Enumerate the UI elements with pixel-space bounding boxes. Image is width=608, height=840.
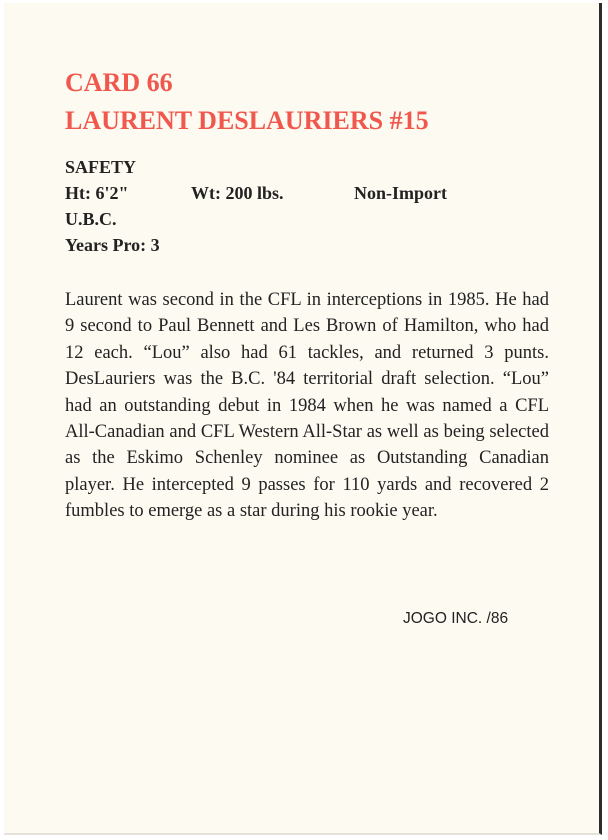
card-number: CARD 66 <box>65 68 173 97</box>
player-position: SAFETY <box>65 157 137 177</box>
player-years-pro: Years Pro: 3 <box>65 235 160 255</box>
player-import-status: Non-Import <box>354 183 447 203</box>
player-biography: Laurent was second in the CFL in interceptions in 1985. He had 9 second to Paul Bennett and Les Brown of Hamilton, who had 12 each. “Lou” also had 61 tackles, and returned 3 punts. DesLauriers was the B.C. '84 territorial draft selection. “Lou” had an outstanding debut in 1984 when he was named a CFL All-Canadian and CFL Western All-Star as well as being selected as the Eskimo Schenley nominee as Outstanding Canadian player. He intercepted 9 passes for 110 yards and recovered 2 fumbles to emerge as a star during his rookie year. <box>65 290 549 522</box>
school-line <box>65 206 160 232</box>
trading-card-back <box>4 3 602 835</box>
years-pro-line <box>65 232 160 258</box>
measurements-line <box>65 180 447 206</box>
player-stats <box>65 154 447 258</box>
player-height: Ht: 6'2" <box>65 183 129 203</box>
position-line <box>65 154 160 180</box>
publisher-credit: JOGO INC. /86 <box>403 610 509 627</box>
player-weight: Wt: 200 lbs. <box>191 183 284 203</box>
player-name: LAURENT DESLAURIERS #15 <box>65 106 429 135</box>
player-school: U.B.C. <box>65 209 117 229</box>
